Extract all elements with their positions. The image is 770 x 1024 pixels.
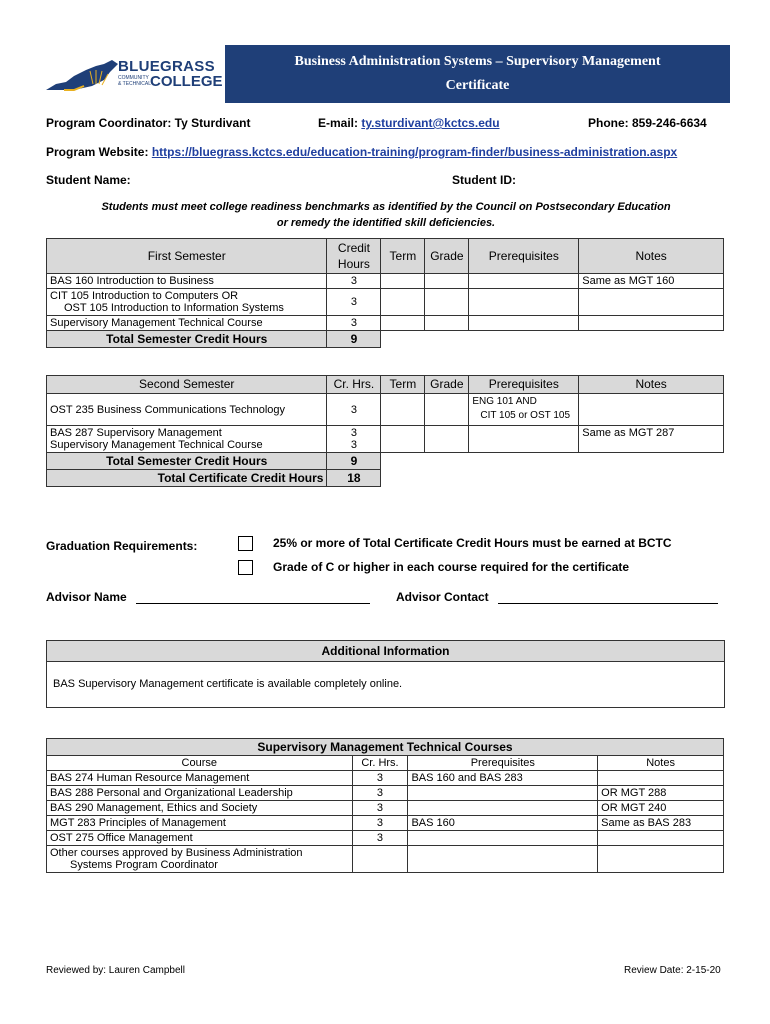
prereq-cell	[469, 426, 579, 453]
hours-cell: 3	[327, 274, 381, 289]
hours-cell: 3	[352, 786, 408, 801]
course-cell: BAS 287 Supervisory Management Supervisory Management Technical Course	[47, 426, 327, 453]
course-cell: MGT 283 Principles of Management	[47, 816, 353, 831]
total-certificate-label: Total Certificate Credit Hours	[47, 470, 327, 487]
additional-info-title: Additional Information	[47, 641, 724, 662]
table-row	[47, 274, 724, 289]
hours-cell: 3 3	[327, 426, 381, 453]
notes-cell	[579, 394, 724, 426]
page-title: Business Administration Systems – Supervisory Management Certificate	[225, 45, 730, 103]
email-line: E-mail: ty.sturdivant@kctcs.edu	[318, 116, 500, 130]
review-date: Review Date: 2-15-20	[624, 965, 721, 976]
hours-cell: 3	[352, 816, 408, 831]
first-semester-table	[46, 238, 724, 348]
notes-cell: Same as MGT 287	[579, 426, 724, 453]
header-notes: Notes	[598, 756, 724, 771]
additional-info-box	[46, 640, 725, 708]
table-row	[47, 816, 724, 831]
total-semester-label: Total Semester Credit Hours	[47, 331, 327, 348]
course-cell: BAS 274 Human Resource Management	[47, 771, 353, 786]
course-cell: OST 275 Office Management	[47, 831, 353, 846]
notes-cell	[598, 831, 724, 846]
total-semester-label: Total Semester Credit Hours	[47, 453, 327, 470]
hours-cell: 3	[352, 801, 408, 816]
course-cell: Other courses approved by Business Administration Systems Program Coordinator	[47, 846, 353, 873]
table-row	[47, 426, 724, 453]
advisor-name-label: Advisor Name	[46, 590, 127, 604]
term-cell[interactable]	[381, 394, 425, 426]
prereq-cell	[408, 786, 598, 801]
website-link[interactable]: https://bluegrass.kctcs.edu/education-training/program-finder/business-administration.aspx	[151, 145, 678, 159]
program-coordinator: Program Coordinator: Ty Sturdivant	[46, 116, 251, 130]
hours-cell: 3	[327, 394, 381, 426]
course-cell: CIT 105 Introduction to Computers OR OST 105 Introduction to Information Systems	[47, 289, 327, 316]
logo-text-bluegrass: BLUEGRASS	[118, 58, 215, 75]
prereq-cell: BAS 160	[408, 816, 598, 831]
second-semester-table	[46, 375, 724, 487]
advisor-contact-label: Advisor Contact	[396, 590, 489, 604]
graduation-label: Graduation Requirements:	[46, 539, 198, 553]
table-row	[47, 394, 724, 426]
advisor-name-field[interactable]	[136, 603, 370, 604]
total-semester-value: 9	[327, 453, 381, 470]
notes-cell: Same as BAS 283	[598, 816, 724, 831]
notes-cell: Same as MGT 160	[579, 274, 724, 289]
notes-cell: OR MGT 288	[598, 786, 724, 801]
course-cell: BAS 288 Personal and Organizational Leadership	[47, 786, 353, 801]
checkbox-req2[interactable]	[238, 560, 253, 575]
notes-cell	[598, 771, 724, 786]
advisor-contact-field[interactable]	[498, 603, 718, 604]
grade-cell[interactable]	[425, 394, 469, 426]
table-row	[47, 786, 724, 801]
student-name-label: Student Name:	[46, 173, 131, 187]
prereq-cell	[469, 316, 579, 331]
logo-text-community: COMMUNITY & TECHNICAL	[118, 75, 151, 87]
student-id-label: Student ID:	[452, 173, 516, 187]
header-notes: Notes	[579, 376, 724, 394]
course-cell: BAS 160 Introduction to Business	[47, 274, 327, 289]
website-line: Program Website: https://bluegrass.kctcs.edu/education-training/program-finder/business-administration.aspx	[46, 145, 678, 159]
header-prerequisites: Prerequisites	[408, 756, 598, 771]
header-first-semester: First Semester	[47, 239, 327, 274]
header-term: Term	[381, 239, 425, 274]
grade-cell[interactable]	[425, 289, 469, 316]
technical-courses-title: Supervisory Management Technical Courses	[47, 739, 724, 756]
table-row	[47, 289, 724, 316]
term-cell[interactable]	[381, 426, 425, 453]
prereq-cell: BAS 160 and BAS 283	[408, 771, 598, 786]
requirement-2: Grade of C or higher in each course required for the certificate	[273, 560, 630, 574]
requirement-1: 25% or more of Total Certificate Credit Hours must be earned at BCTC	[273, 536, 672, 550]
header-prerequisites: Prerequisites	[469, 376, 579, 394]
hours-cell: 3	[352, 831, 408, 846]
total-semester-value: 9	[327, 331, 381, 348]
email-link[interactable]: ty.sturdivant@kctcs.edu	[361, 116, 500, 130]
total-certificate-value: 18	[327, 470, 381, 487]
logo-text-college: COLLEGE	[150, 73, 223, 90]
hours-cell: 3	[327, 316, 381, 331]
header-grade: Grade	[425, 376, 469, 394]
hours-cell: 3	[327, 289, 381, 316]
table-row	[47, 846, 724, 873]
table-row	[47, 801, 724, 816]
prereq-cell	[408, 801, 598, 816]
college-logo	[44, 52, 223, 97]
header-grade: Grade	[425, 239, 469, 274]
term-cell[interactable]	[381, 316, 425, 331]
notes-cell	[579, 316, 724, 331]
header-term: Term	[381, 376, 425, 394]
readiness-note: Students must meet college readiness benchmarks as identified by the Council on Postsecondary Education or remedy the identified skill deficiencies.	[101, 201, 671, 229]
header-cr-hrs: Cr. Hrs.	[352, 756, 408, 771]
course-cell: OST 235 Business Communications Technology	[47, 394, 327, 426]
header-credit-hours: Credit Hours	[327, 239, 381, 274]
prereq-cell	[408, 831, 598, 846]
course-cell: Supervisory Management Technical Course	[47, 316, 327, 331]
term-cell[interactable]	[381, 289, 425, 316]
prereq-cell: ENG 101 AND CIT 105 or OST 105	[469, 394, 579, 426]
additional-info-text: BAS Supervisory Management certificate is available completely online.	[53, 678, 403, 690]
grade-cell[interactable]	[425, 426, 469, 453]
header-course: Course	[47, 756, 353, 771]
table-row	[47, 831, 724, 846]
phone: Phone: 859-246-6634	[588, 116, 707, 130]
term-cell[interactable]	[381, 274, 425, 289]
technical-courses-table	[46, 738, 724, 873]
header-prerequisites: Prerequisites	[469, 239, 579, 274]
notes-cell	[579, 289, 724, 316]
kentucky-map-logo-icon	[44, 56, 124, 96]
course-cell: BAS 290 Management, Ethics and Society	[47, 801, 353, 816]
table-row	[47, 771, 724, 786]
hours-cell: 3	[352, 771, 408, 786]
grade-cell[interactable]	[425, 274, 469, 289]
grade-cell[interactable]	[425, 316, 469, 331]
prereq-cell	[469, 274, 579, 289]
prereq-cell	[469, 289, 579, 316]
header-second-semester: Second Semester	[47, 376, 327, 394]
header-cr-hrs: Cr. Hrs.	[327, 376, 381, 394]
header-notes: Notes	[579, 239, 724, 274]
notes-cell: OR MGT 240	[598, 801, 724, 816]
table-row	[47, 316, 724, 331]
checkbox-req1[interactable]	[238, 536, 253, 551]
reviewed-by: Reviewed by: Lauren Campbell	[46, 965, 185, 976]
